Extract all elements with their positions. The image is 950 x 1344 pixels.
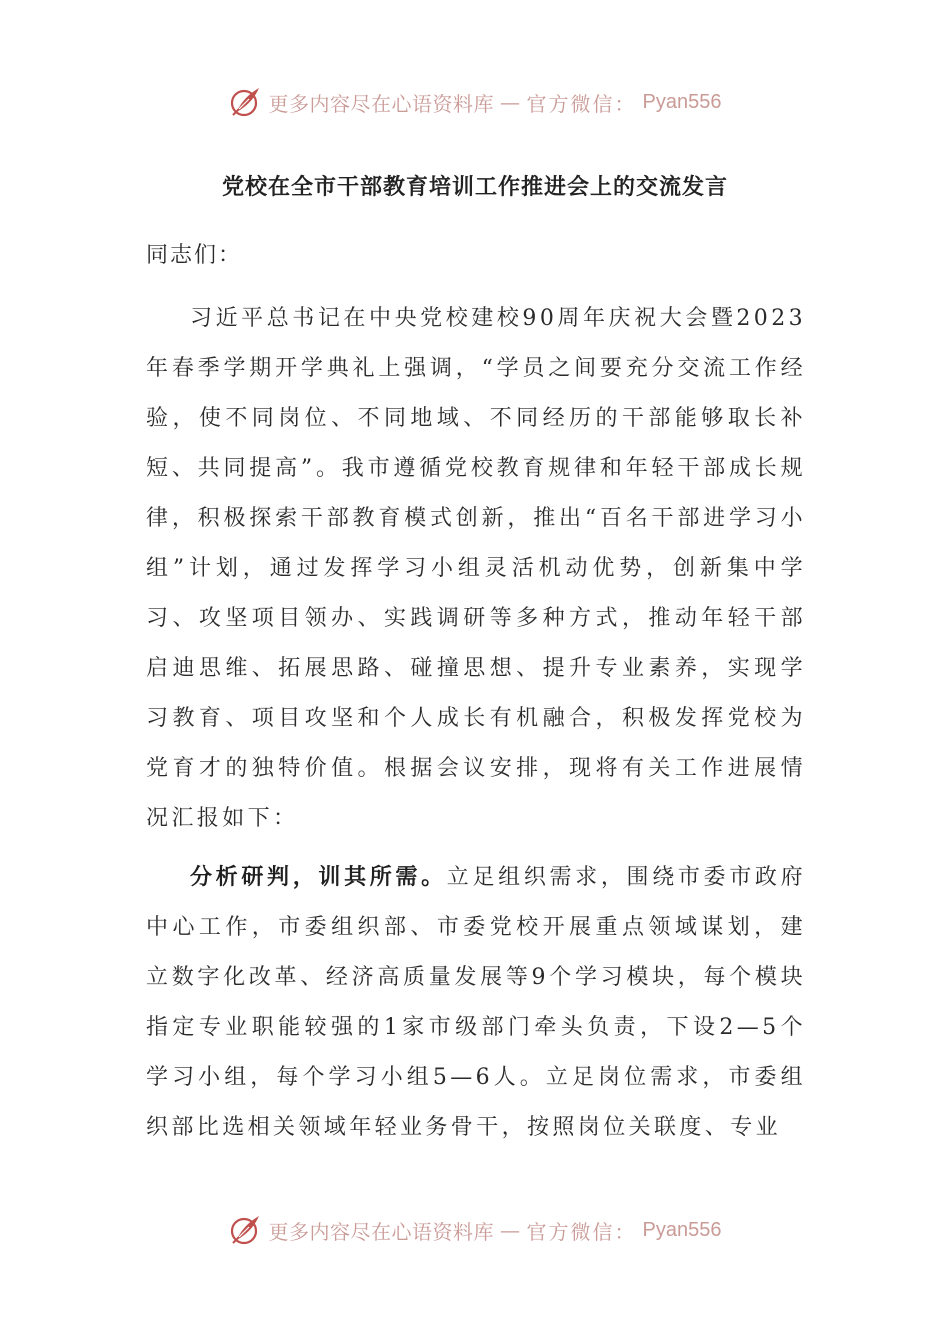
- paragraph-2-body: 立足组织需求，围绕市委市政府中心工作，市委组织部、市委党校开展重点领域谋划，建立数字化改革、经济高质量发展等9个学习模块，每个模块指定专业职能较强的1家市级部门牵头负责，下设2—5个学习小组，每个学习小组5—6人。立足岗位需求，市委组织部比选相关领域年轻业务骨干，按照岗位关联度、专业: [146, 865, 806, 1140]
- watermark-main-text: 更多内容尽在心语资料库: [268, 91, 495, 116]
- watermark-dash: —: [500, 90, 521, 114]
- paragraph-2-lead: 分析研判，训其所需。: [190, 864, 447, 890]
- watermark-dash: —: [500, 1218, 521, 1242]
- body-paragraph-2: [146, 852, 806, 1153]
- document-title: 党校在全市干部教育培训工作推进会上的交流发言: [221, 174, 728, 200]
- watermark-wechat-label: 官方微信：: [526, 91, 637, 116]
- quill-pen-logo-icon: [229, 1213, 263, 1247]
- top-watermark-banner: [0, 82, 950, 122]
- quill-pen-logo-icon: [229, 85, 263, 119]
- watermark-main-text: 更多内容尽在心语资料库: [268, 1219, 495, 1244]
- bottom-watermark-banner: [0, 1210, 950, 1250]
- body-paragraph-1: 习近平总书记在中央党校建校90周年庆祝大会暨2023年春季学期开学典礼上强调，“学员之间要充分交流工作经验，使不同岗位、不同地域、不同经历的干部能够取长补短、共同提高”。我市遵循党校教育规律和年轻干部成长规律，积极探索干部教育模式创新，推出“百名干部进学习小组”计划，通过发挥学习小组灵活机动优势，创新集中学习、攻坚项目领办、实践调研等多种方式，推动年轻干部启迪思维、拓展思路、碰撞思想、提升专业素养，实现学习教育、项目攻坚和个人成长有机融合，积极发挥党校为党育才的独特价值。根据会议安排，现将有关工作进展情况汇报如下：: [146, 306, 806, 831]
- salutation: 同志们：: [146, 243, 243, 268]
- watermark-wechat-id: Pyan556: [642, 1218, 722, 1241]
- watermark-wechat-id: Pyan556: [642, 90, 722, 113]
- watermark-wechat-label: 官方微信：: [526, 1219, 637, 1244]
